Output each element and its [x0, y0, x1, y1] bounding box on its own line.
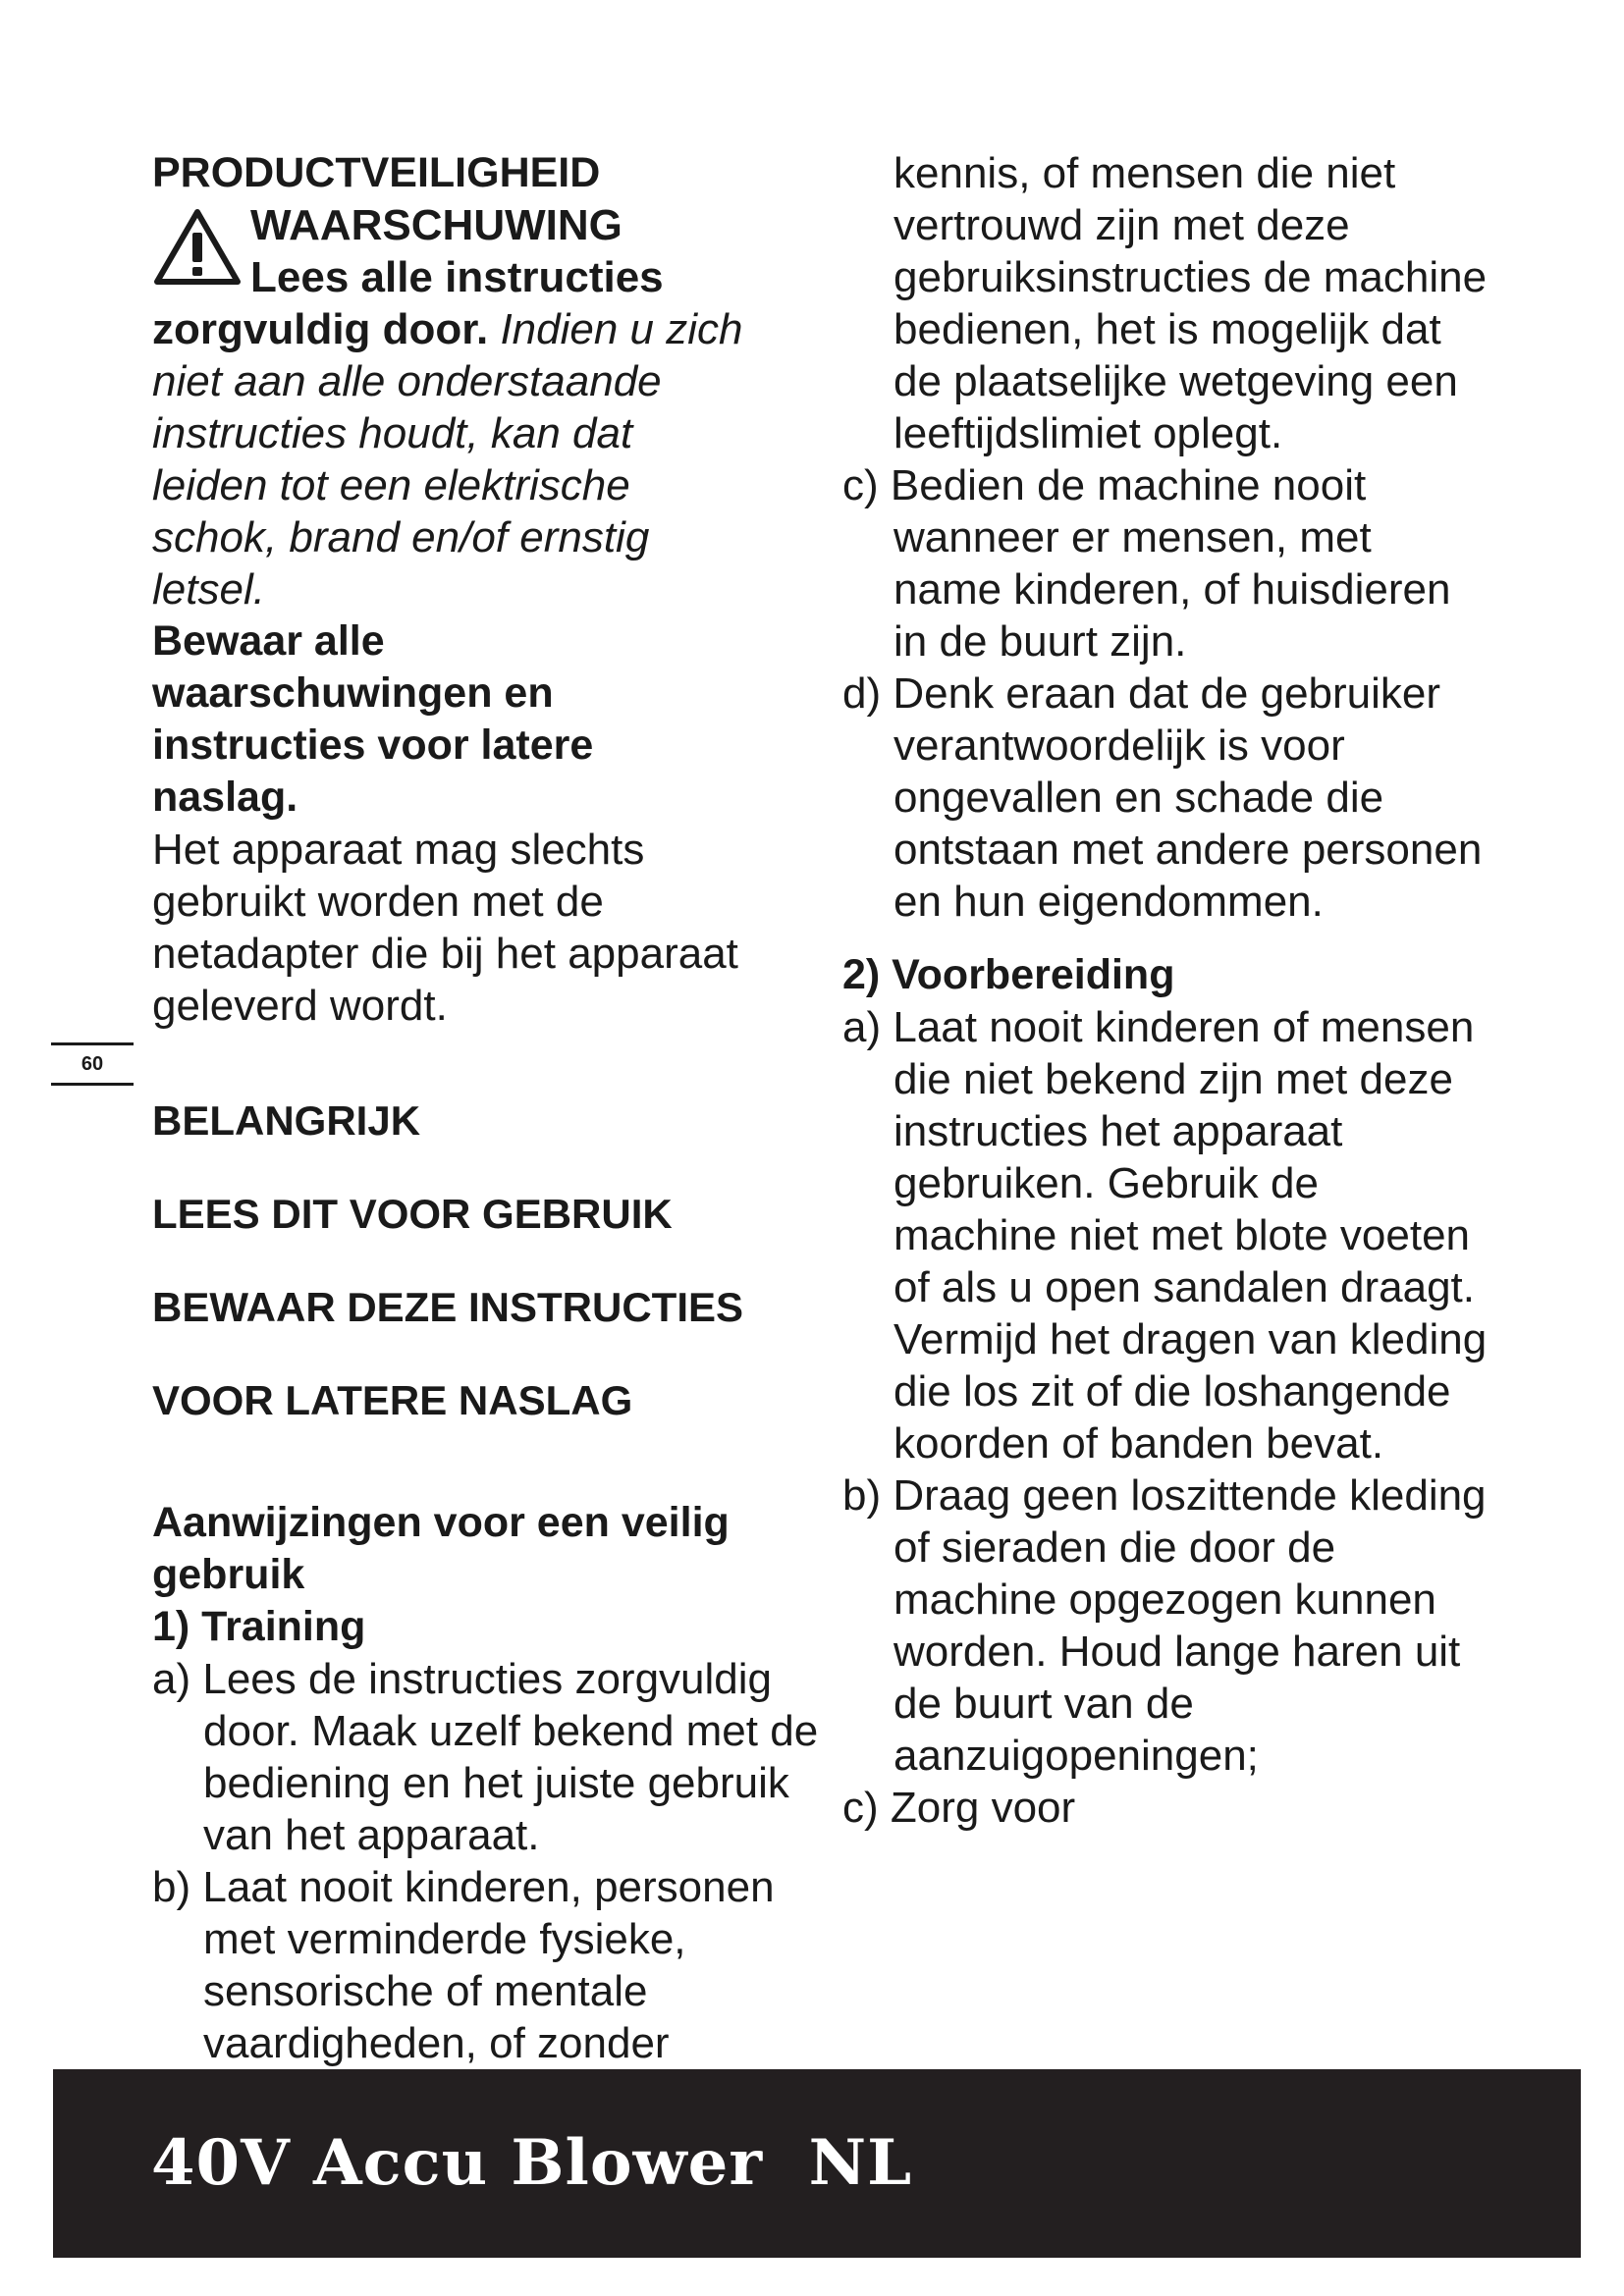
keep-instructions-3: instructies voor latere [152, 721, 594, 769]
adapter-text-1: Het apparaat mag slechts [152, 826, 645, 874]
warning-italic-5: schok, brand en/of ernstig [152, 513, 650, 561]
adapter-text-4: geleverd wordt. [152, 982, 448, 1030]
right-column [842, 147, 1490, 1834]
page-number-rule-bottom [51, 1083, 134, 1086]
safe-use-heading-2: gebruik [152, 1551, 305, 1598]
keep-instructions-4: naslag. [152, 774, 298, 821]
training-item-a: a) Lees de instructies zorgvuldig door. Maak uzelf bekend met de bediening en het juiste gebruik van het apparaat. [152, 1655, 819, 1859]
page-number: 60 [81, 1053, 104, 1075]
training-item-b-continued: kennis, of mensen die niet vertrouwd zijn met deze gebruiksinstructies de machine bedienen, het is mogelijk dat de plaatselijke wetgeving een leeftijdslimiet oplegt. [893, 149, 1488, 457]
warning-italic-3: instructies houdt, kan dat [152, 409, 633, 457]
warning-triangle-icon [152, 207, 243, 288]
preparation-heading: 2) Voorbereiding [842, 951, 1175, 998]
training-item-c: c) Bedien de machine nooit wanneer er mensen, met name kinderen, of huisdieren in de buurt zijn. [842, 461, 1451, 666]
warning-line-2: Lees alle instructies [250, 253, 664, 301]
important-heading-3: BEWAAR DEZE INSTRUCTIES [152, 1284, 744, 1330]
warning-line-3: zorgvuldig door. [152, 305, 489, 353]
important-heading-1: BELANGRIJK [152, 1097, 421, 1144]
preparation-item-b: b) Draag geen loszittende kleding of sieraden die door de machine opgezogen kunnen worden. Houd lange haren uit de buurt van de aanzuigopeningen; [842, 1471, 1487, 1780]
adapter-text-2: gebruikt worden met de [152, 878, 604, 926]
training-item-d: d) Denk eraan dat de gebruiker verantwoordelijk is voor ongevallen en schade die ontstaan met andere personen en hun eigendommen. [842, 669, 1483, 926]
warning-italic-1: Indien u zich [500, 305, 743, 353]
page-number-marker [51, 1042, 134, 1086]
keep-instructions-2: waarschuwingen en [152, 669, 554, 717]
warning-block [152, 199, 820, 303]
important-heading-4: VOOR LATERE NASLAG [152, 1377, 633, 1423]
warning-label: WAARSCHUWING [250, 201, 623, 249]
warning-italic-4: leiden tot een elektrische [152, 461, 630, 509]
footer-bar [53, 2069, 1581, 2258]
training-heading: 1) Training [152, 1603, 366, 1650]
left-column [152, 147, 820, 2121]
warning-italic-2: niet aan alle onderstaande [152, 357, 662, 405]
preparation-item-c: c) Zorg voor [842, 1784, 1076, 1832]
warning-italic-6: letsel. [152, 565, 265, 614]
product-safety-heading: PRODUCTVEILIGHEID [152, 149, 601, 196]
safe-use-heading-1: Aanwijzingen voor een veilig [152, 1499, 730, 1546]
important-heading-2: LEES DIT VOOR GEBRUIK [152, 1191, 673, 1237]
adapter-text-3: netadapter die bij het apparaat [152, 930, 738, 978]
keep-instructions-1: Bewaar alle [152, 617, 385, 665]
preparation-item-a: a) Laat nooit kinderen of mensen die niet bekend zijn met deze instructies het apparaat gebruiken. Gebruik de machine niet met blote voeten of als u open sandalen draagt. Vermijd het dragen van kleding die los zit of die loshangende koorden of banden bevat. [842, 1003, 1488, 1468]
footer-title: 40V Accu Blower NL [151, 2126, 913, 2200]
training-item-b: b) Laat nooit kinderen, personen met verminderde fysieke, sensorische of mentale vaardigheden, of zonder [152, 1863, 775, 2067]
